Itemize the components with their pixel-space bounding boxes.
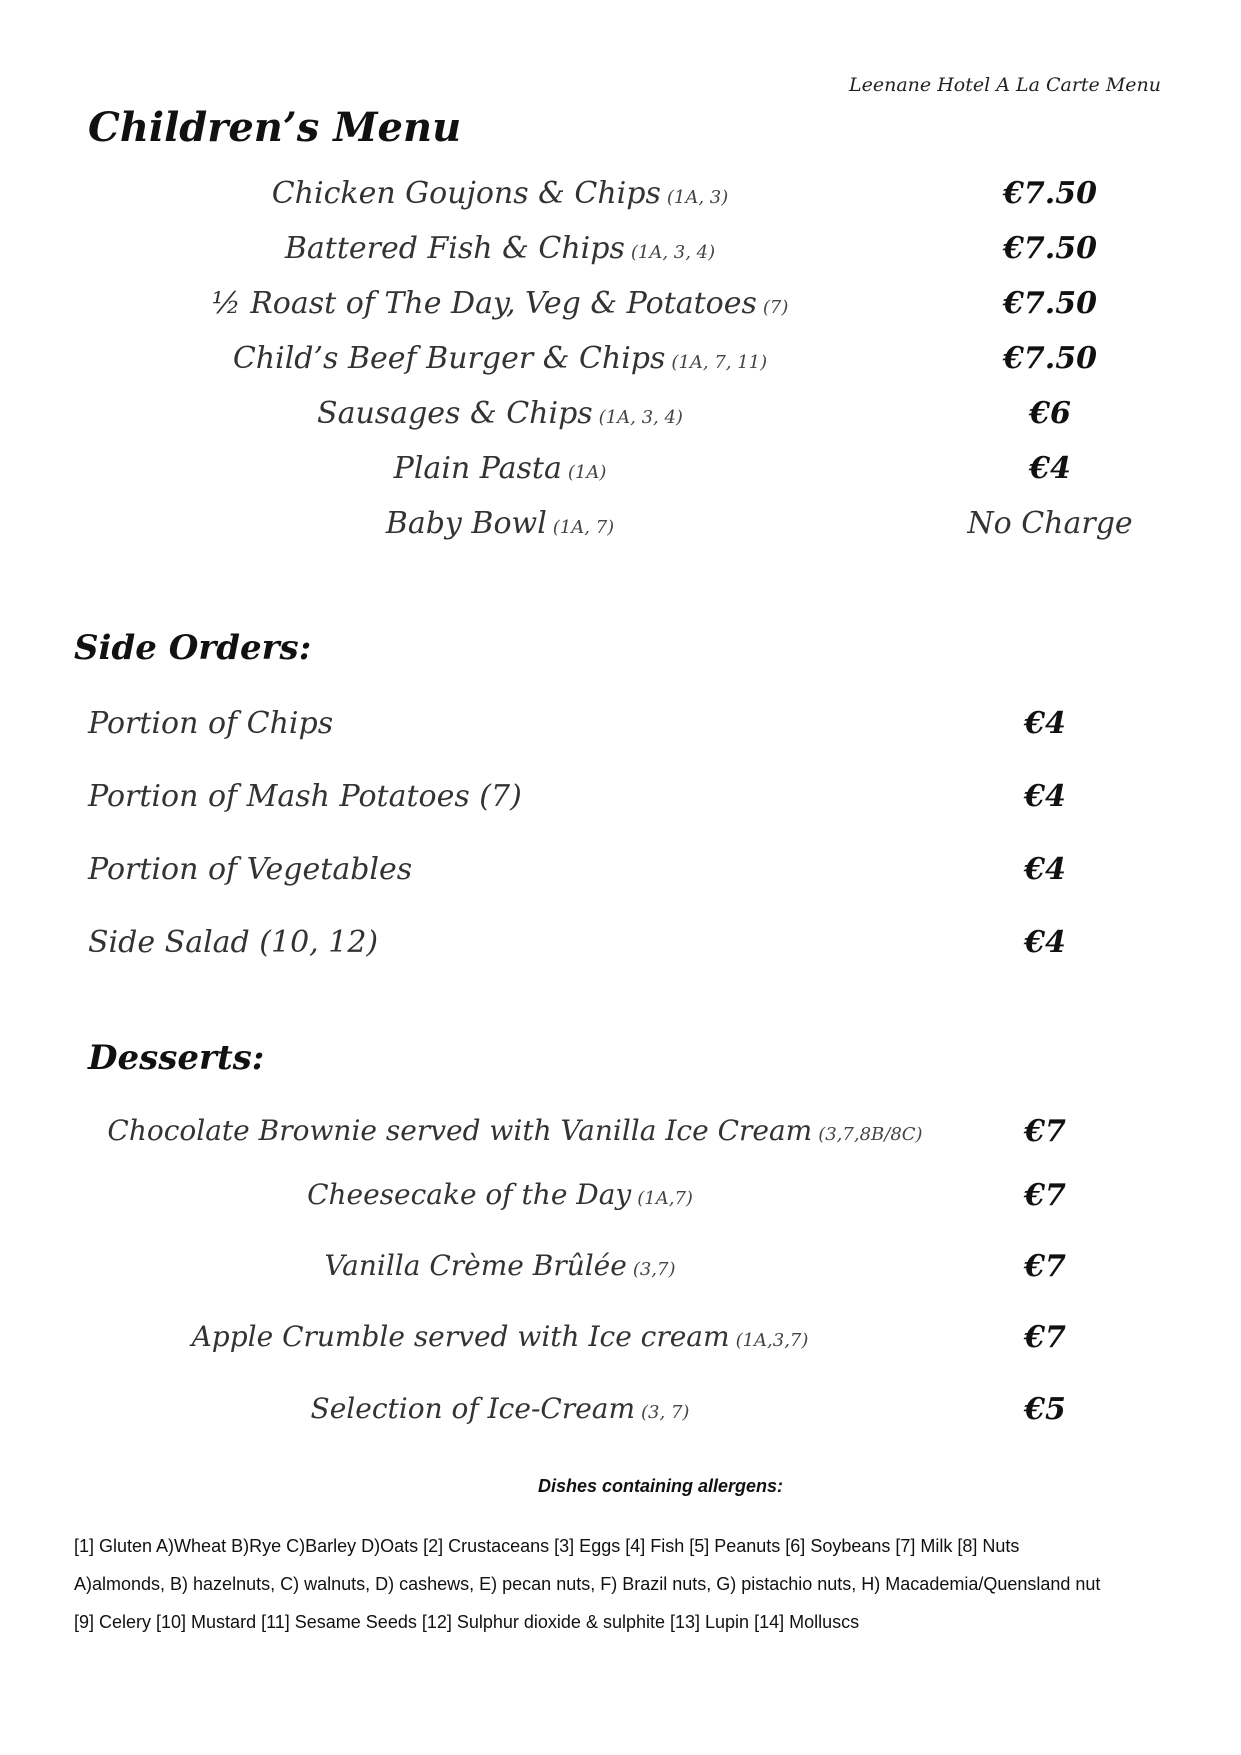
item-price: €6 [1029, 396, 1071, 431]
item-price: No Charge [967, 506, 1133, 541]
item-name: Portion of Vegetables [88, 852, 413, 887]
dessert-item [0, 1392, 1241, 1436]
menu-item [0, 341, 1241, 385]
menu-item [0, 396, 1241, 440]
hotel-title: Leenane Hotel A La Carte Menu [849, 74, 1161, 96]
item-price: €4 [1024, 852, 1066, 887]
menu-item [0, 451, 1241, 495]
item-price: €7 [1024, 1114, 1066, 1149]
item-price: €7.50 [1003, 341, 1097, 376]
dessert-item [0, 1178, 1241, 1222]
allergen-code: (1A) [567, 462, 607, 483]
item-name: Cheesecake of the Day [307, 1178, 632, 1211]
dessert-item [0, 1249, 1241, 1293]
item-price: €7.50 [1003, 176, 1097, 211]
item-name: Sausages & Chips [317, 396, 593, 431]
item-price: €4 [1024, 925, 1066, 960]
item-name: Chocolate Brownie served with Vanilla Ice Cream [107, 1114, 813, 1147]
allergen-code: (1A,7) [637, 1188, 693, 1209]
allergen-code: (1A, 7, 11) [671, 352, 768, 373]
dessert-item [0, 1114, 1241, 1158]
item-price: €5 [1024, 1392, 1066, 1427]
allergen-code: (1A, 3, 4) [598, 407, 683, 428]
item-price: €7.50 [1003, 231, 1097, 266]
item-price: €7 [1024, 1178, 1066, 1213]
allergen-code: (3,7,8B/8C) [818, 1124, 923, 1145]
allergen-code: (3, 7) [641, 1402, 690, 1423]
item-name: Selection of Ice-Cream [310, 1392, 636, 1425]
side-orders-heading: Side Orders: [74, 628, 312, 668]
item-name: Baby Bowl [385, 506, 547, 541]
menu-item [0, 506, 1241, 550]
item-name: Battered Fish & Chips [284, 231, 625, 266]
item-price: €7 [1024, 1249, 1066, 1284]
menu-item [0, 176, 1241, 220]
allergen-title: Dishes containing allergens: [537, 1476, 784, 1496]
allergen-legend-line: [9] Celery [10] Mustard [11] Sesame Seeds [12] Sulphur dioxide & sulphite [13] Lupin [14] Molluscs [74, 1612, 860, 1632]
allergen-code: (1A, 3, 4) [630, 242, 716, 263]
allergen-code: (3,7) [632, 1259, 676, 1280]
side-order-item [0, 706, 1241, 750]
allergen-code: (1A, 7) [552, 517, 615, 538]
item-name: Child’s Beef Burger & Chips [232, 341, 666, 376]
allergen-legend-line: [1] Gluten A)Wheat B)Rye C)Barley D)Oats [2] Crustaceans [3] Eggs [4] Fish [5] Peanuts [6] Soybeans [7] Milk [8] Nuts [74, 1536, 1020, 1556]
side-order-item [0, 779, 1241, 823]
item-name: ½ Roast of The Day, Veg & Potatoes [211, 286, 757, 321]
item-name: Side Salad (10, 12) [88, 925, 379, 960]
item-name: Vanilla Crème Brûlée [324, 1249, 627, 1282]
item-name: Portion of Mash Potatoes (7) [88, 779, 522, 814]
allergen-code: (1A, 3) [666, 187, 729, 208]
item-price: €4 [1024, 779, 1066, 814]
allergen-code: (7) [762, 297, 789, 318]
item-price: €4 [1029, 451, 1071, 486]
item-name: Chicken Goujons & Chips [271, 176, 661, 211]
side-order-item [0, 852, 1241, 896]
allergen-code: (1A,3,7) [735, 1330, 809, 1351]
item-price: €7.50 [1003, 286, 1097, 321]
dessert-item [0, 1320, 1241, 1364]
item-price: €4 [1024, 706, 1066, 741]
item-price: €7 [1024, 1320, 1066, 1355]
childrens-menu-heading: Children’s Menu [88, 104, 462, 151]
menu-item [0, 231, 1241, 275]
side-order-item [0, 925, 1241, 969]
item-name: Portion of Chips [88, 706, 334, 741]
desserts-heading: Desserts: [88, 1038, 265, 1078]
item-name: Plain Pasta [393, 451, 562, 486]
menu-item [0, 286, 1241, 330]
item-name: Apple Crumble served with Ice cream [191, 1320, 730, 1353]
allergen-legend-line: A)almonds, B) hazelnuts, C) walnuts, D) cashews, E) pecan nuts, F) Brazil nuts, G) pistachio nuts, H) Macademia/Quensland nut [74, 1574, 1101, 1594]
